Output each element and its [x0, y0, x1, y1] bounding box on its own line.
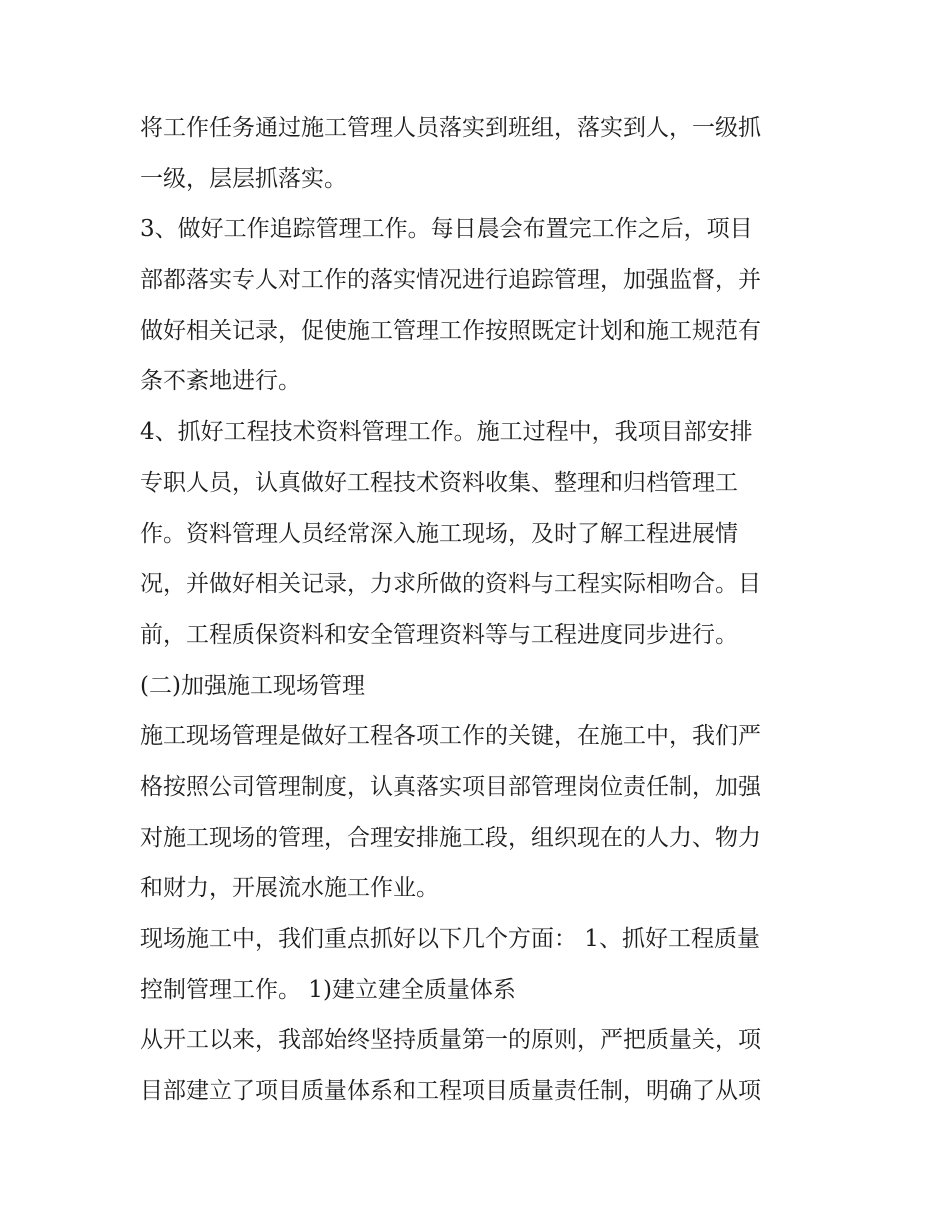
text-line: 况，并做好相关记录，力求所做的资料与工程实际相吻合。目 [140, 571, 761, 598]
paragraph-work-tracking [140, 204, 820, 407]
paragraph-task-assignment [140, 103, 820, 204]
text-line: 施工现场管理是做好工程各项工作的关键，在施工中，我们严 [140, 723, 761, 750]
text-line: 一级，层层抓落实。 [140, 165, 347, 192]
text-line: 部都落实专人对工作的落实情况进行追踪管理，加强监督，并 [140, 267, 761, 294]
text-line: 目部建立了项目质量体系和工程项目质量责任制，明确了从项 [140, 1078, 761, 1105]
section-heading-text: (二)加强施工现场管理 [140, 672, 365, 699]
text-line: 和财力，开展流水施工作业。 [140, 875, 439, 902]
section-heading-site-management [140, 661, 820, 712]
text-line: 控制管理工作。 1)建立建全质量体系 [140, 976, 516, 1003]
text-line: 条不紊地进行。 [140, 368, 301, 395]
text-line: 前，工程质保资料和安全管理资料等与工程进度同步进行。 [140, 621, 738, 648]
paragraph-site-management [140, 711, 820, 914]
text-line: 作。资料管理人员经常深入施工现场，及时了解工程进展情 [140, 520, 738, 547]
text-line: 对施工现场的管理，合理安排施工段，组织现在的人力、物力 [140, 824, 761, 851]
text-line: 4、抓好工程技术资料管理工作。施工过程中，我项目部安排 [140, 419, 753, 446]
text-line: 将工作任务通过施工管理人员落实到班组，落实到人，一级抓 [140, 115, 761, 141]
text-line: 现场施工中，我们重点抓好以下几个方面： 1、抓好工程质量 [140, 926, 760, 952]
text-line: 专职人员，认真做好工程技术资料收集、整理和归档管理工 [140, 469, 738, 496]
paragraph-key-aspects [140, 914, 820, 1015]
text-line: 做好相关记录，促使施工管理工作按照既定计划和施工规范有 [140, 317, 761, 344]
paragraph-technical-records [140, 407, 820, 660]
text-line: 3、做好工作追踪管理工作。每日晨会布置完工作之后，项目 [140, 216, 753, 243]
document-body [140, 103, 820, 1117]
paragraph-quality-first [140, 1015, 820, 1116]
text-line: 从开工以来，我部始终坚持质量第一的原则，严把质量关，项 [140, 1027, 761, 1054]
text-line: 格按照公司管理制度，认真落实项目部管理岗位责任制，加强 [140, 773, 761, 800]
